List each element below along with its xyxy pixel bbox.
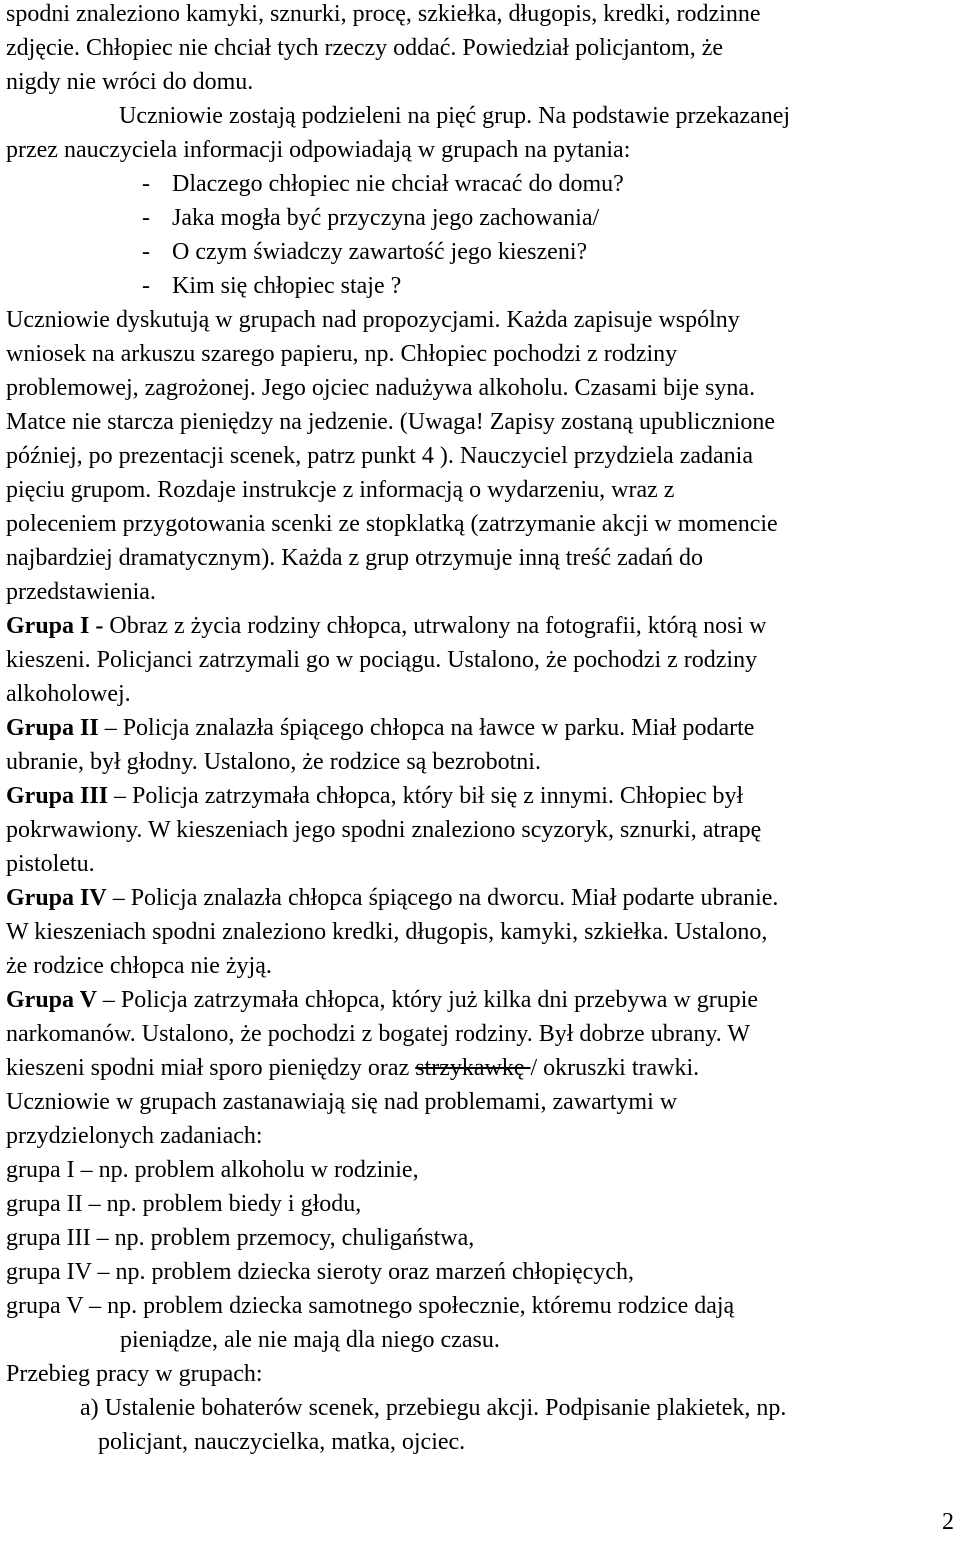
text-line: spodni znaleziono kamyki, sznurki, procę, szkiełka, długopis, kredki, rodzinne (6, 1, 761, 27)
group-text: Obraz z życia rodziny chłopca, utrwalony na fotografii, którą nosi w (103, 613, 767, 639)
text-line: pistoletu. (6, 851, 95, 877)
group-label: Grupa I - (6, 613, 104, 639)
text-line: Uczniowie w grupach zastanawiają się nad problemami, zawartymi w (6, 1089, 678, 1115)
list-item: grupa II – np. problem biedy i głodu, (6, 1191, 362, 1217)
work-section (6, 1357, 954, 1459)
text-line: poleceniem przygotowania scenki ze stopklatką (zatrzymanie akcji w momencie (6, 511, 778, 537)
paragraph-discussion (6, 303, 954, 609)
list-item: grupa IV – np. problem dziecka sieroty oraz marzeń chłopięcych, (6, 1259, 634, 1285)
group-text: – Policja zatrzymała chłopca, który bił się z innymi. Chłopiec był (108, 783, 744, 809)
question-list (6, 167, 954, 303)
list-item (6, 201, 954, 235)
text-line: W kieszeniach spodni znaleziono kredki, długopis, kamyki, szkiełka. Ustalono, (6, 919, 768, 945)
list-item: grupa V – np. problem dziecka samotnego społecznie, któremu rodzice dają (6, 1293, 735, 1319)
question-text: Jaka mogła być przyczyna jego zachowania/ (172, 205, 600, 231)
text-fragment: kieszeni spodni miał sporo pieniędzy oraz (6, 1055, 416, 1081)
text-line: Uczniowie zostają podzieleni na pięć grup. Na podstawie przekazanej (119, 103, 791, 129)
paragraph-group-2 (6, 711, 954, 779)
text-line: później, po prezentacji scenek, patrz punkt 4 ). Nauczyciel przydziela zadania (6, 443, 753, 469)
list-item (6, 167, 954, 201)
group-label: Grupa III (6, 783, 109, 809)
list-item (6, 235, 954, 269)
page-body (6, 0, 954, 1459)
text-line (6, 881, 954, 915)
text-line (6, 983, 954, 1017)
paragraph-top (6, 0, 954, 99)
text-line: Uczniowie dyskutują w grupach nad propozycjami. Każda zapisuje wspólny (6, 307, 740, 333)
question-text: O czym świadczy zawartość jego kieszeni? (172, 239, 588, 265)
text-line: wniosek na arkuszu szarego papieru, np. Chłopiec pochodzi z rodziny (6, 341, 678, 367)
paragraph-group-5 (6, 983, 954, 1085)
bullet-dash: - (142, 205, 150, 231)
text-line: pięciu grupom. Rozdaje instrukcje z informacją o wydarzeniu, wraz z (6, 477, 675, 503)
text-line: najbardziej dramatycznym). Każda z grup otrzymuje inną treść zadań do (6, 545, 704, 571)
text-line: alkoholowej. (6, 681, 131, 707)
paragraph-problems-intro (6, 1085, 954, 1153)
struck-word: strzykawkę (415, 1055, 531, 1081)
text-line: przez nauczyciela informacji odpowiadają w grupach na pytania: (6, 137, 631, 163)
list-item-continuation: pieniądze, ale nie mają dla niego czasu. (120, 1327, 500, 1353)
list-item-continuation: policjant, nauczycielka, matka, ojciec. (98, 1429, 466, 1455)
group-label: Grupa V (6, 987, 97, 1013)
question-text: Dlaczego chłopiec nie chciał wracać do domu? (172, 171, 624, 197)
paragraph-group-4 (6, 881, 954, 983)
text-line: że rodzice chłopca nie żyją. (6, 953, 272, 979)
text-line (6, 711, 954, 745)
group-label: Grupa II (6, 715, 99, 741)
bullet-dash: - (142, 171, 150, 197)
bullet-dash: - (142, 273, 150, 299)
paragraph-groups-intro (6, 99, 954, 167)
text-line (6, 1051, 954, 1085)
text-line: kieszeni. Policjanci zatrzymali go w pociągu. Ustalono, że pochodzi z rodziny (6, 647, 758, 673)
paragraph-group-1 (6, 609, 954, 711)
list-item: a) Ustalenie bohaterów scenek, przebiegu akcji. Podpisanie plakietek, np. (80, 1395, 787, 1421)
paragraph-group-3 (6, 779, 954, 881)
group-text: – Policja zatrzymała chłopca, który już kilka dni przebywa w grupie (96, 987, 759, 1013)
text-line (6, 609, 954, 643)
text-line: narkomanów. Ustalono, że pochodzi z bogatej rodziny. Był dobrze ubrany. W (6, 1021, 750, 1047)
text-line: przydzielonych zadaniach: (6, 1123, 263, 1149)
problem-list (6, 1153, 954, 1357)
list-item: grupa III – np. problem przemocy, chuligaństwa, (6, 1225, 475, 1251)
text-line: problemowej, zagrożonej. Jego ojciec nadużywa alkoholu. Czasami bije syna. (6, 375, 756, 401)
text-line: Matce nie starcza pieniędzy na jedzenie. (Uwaga! Zapisy zostaną upublicznione (6, 409, 775, 435)
group-text: – Policja znalazła chłopca śpiącego na dworcu. Miał podarte ubranie. (106, 885, 779, 911)
text-line: przedstawienia. (6, 579, 156, 605)
text-line: nigdy nie wróci do domu. (6, 69, 254, 95)
bullet-dash: - (142, 239, 150, 265)
text-line: ubranie, był głodny. Ustalono, że rodzice są bezrobotni. (6, 749, 541, 775)
section-heading: Przebieg pracy w grupach: (6, 1361, 263, 1387)
group-text: – Policja znalazła śpiącego chłopca na ławce w parku. Miał podarte (98, 715, 755, 741)
group-label: Grupa IV (6, 885, 107, 911)
text-line: zdjęcie. Chłopiec nie chciał tych rzeczy oddać. Powiedział policjantom, że (6, 35, 724, 61)
list-item (6, 269, 954, 303)
text-fragment: / okruszki trawki. (530, 1055, 700, 1081)
question-text: Kim się chłopiec staje ? (172, 273, 402, 299)
list-item: grupa I – np. problem alkoholu w rodzinie, (6, 1157, 419, 1183)
page-number: 2 (942, 1509, 954, 1535)
text-line: pokrwawiony. W kieszeniach jego spodni znaleziono scyzoryk, sznurki, atrapę (6, 817, 762, 843)
text-line (6, 779, 954, 813)
